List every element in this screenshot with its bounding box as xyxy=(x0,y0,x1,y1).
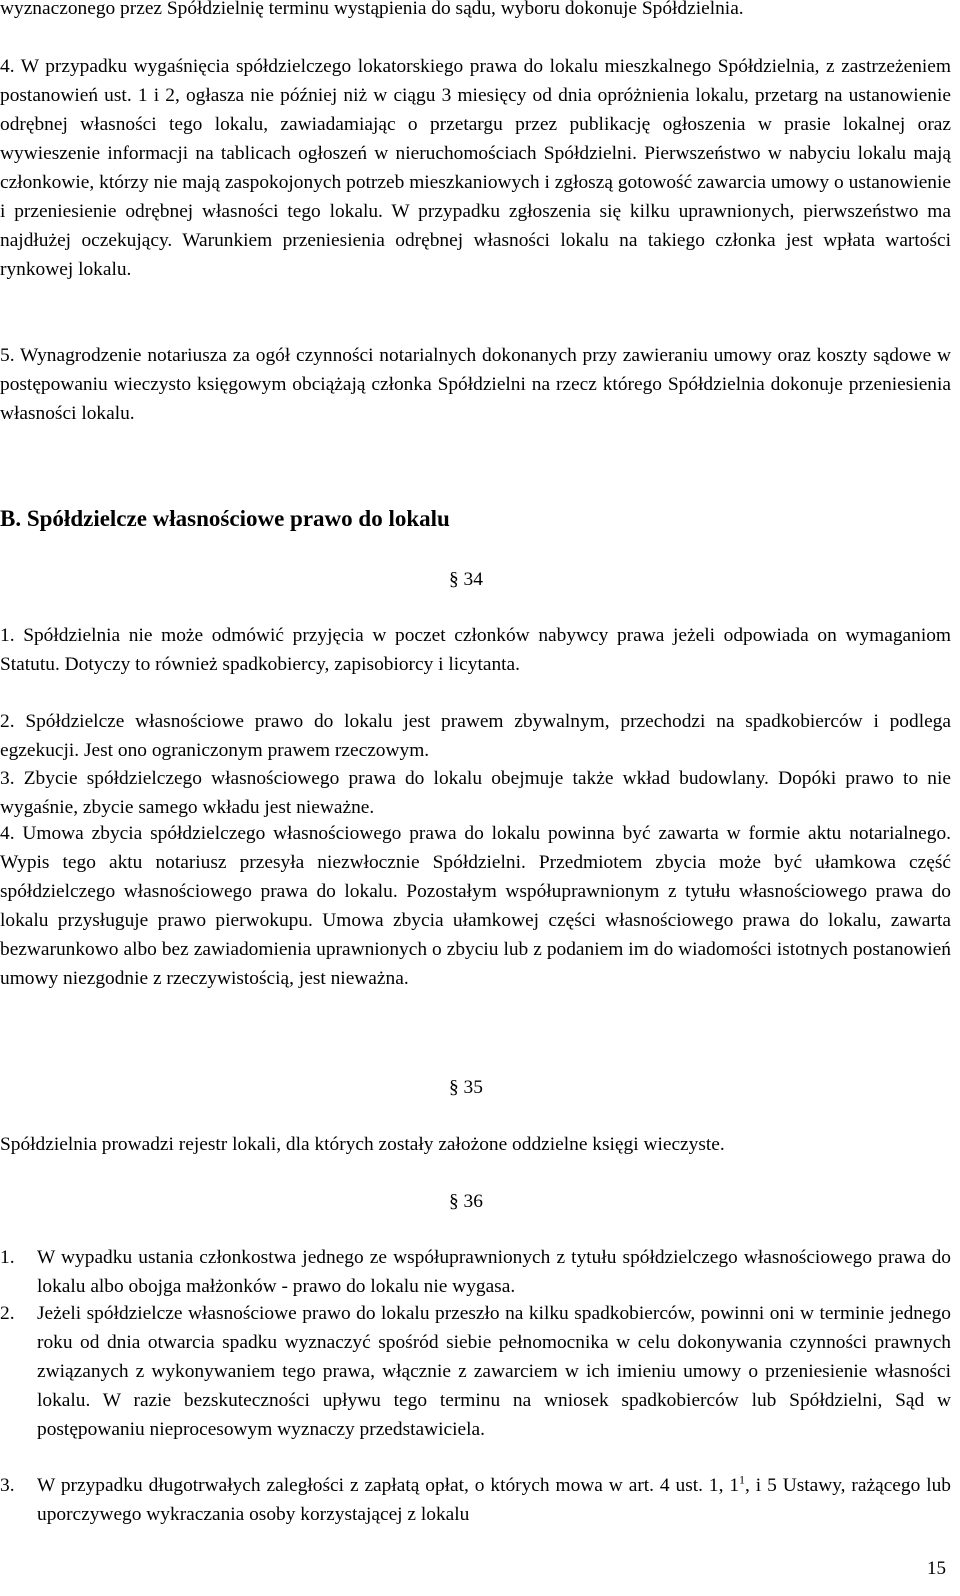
s36-paragraph-3 xyxy=(37,1471,951,1529)
section-36-title: § 36 xyxy=(449,1191,483,1212)
page-number: 15 xyxy=(927,1558,946,1579)
superscript: 1 xyxy=(739,1472,746,1487)
s34-paragraph-2: 2. Spółdzielcze własnościowe prawo do lokalu jest prawem zbywalnym, przechodzi na spadkobierców i podlega egzekucji. Jest ono ograniczonym prawem rzeczowym. xyxy=(0,711,951,761)
s36-paragraph-1: W wypadku ustania członkostwa jednego ze współuprawnionych z tytułu spółdzielczego własnościowego prawa do lokalu albo obojga małżonków - prawo do lokalu nie wygasa. xyxy=(37,1247,951,1297)
section-34-title: § 34 xyxy=(449,569,483,590)
s36-item-3-number: 3. xyxy=(0,1475,15,1496)
s36-item-2-number: 2. xyxy=(0,1303,15,1324)
s36-item-1-number: 1. xyxy=(0,1247,15,1268)
paragraph-continuation: wyznaczonego przez Spółdzielnię terminu wystąpienia do sądu, wyboru dokonuje Spółdzielnia. xyxy=(0,0,744,19)
section-35-title: § 35 xyxy=(449,1077,483,1098)
section-heading-b: B. Spółdzielcze własnościowe prawo do lokalu xyxy=(0,506,450,531)
paragraph-4: 4. W przypadku wygaśnięcia spółdzielczego lokatorskiego prawa do lokalu mieszkalnego Spółdzielnia, z zastrzeżeniem postanowień ust. 1 i 2, ogłasza nie później niż w ciągu 3 miesięcy od dnia opróżnienia lokalu, przetarg na ustanowienie odrębnej własności tego lokalu, zawiadamiając o przetargu przez publikację ogłoszenia w prasie lokalnej oraz wywieszenie informacji na tablicach ogłoszeń w nieruchomościach Spółdzielni. Pierwszeństwo w nabyciu lokalu mają członkowie, którzy nie mają zaspokojonych potrzeb mieszkaniowych i zgłoszą gotowość zawarcia umowy o ustanowienie i przeniesienie odrębnej własności tego lokalu. W przypadku zgłoszenia się kilku uprawnionych, pierwszeństwo ma najdłużej oczekujący. Warunkiem przeniesienia odrębnej własności lokalu na takiego członka jest wpłata wartości rynkowej lokalu. xyxy=(0,56,951,280)
s36-p3-text-a: W przypadku długotrwałych zaległości z zapłatą opłat, o których mowa w art. 4 ust. 1, 1 xyxy=(37,1475,740,1496)
s36-paragraph-2: Jeżeli spółdzielcze własnościowe prawo do lokalu przeszło na kilku spadkobierców, powinni oni w terminie jednego roku od dnia otwarcia spadku wyznaczyć spośród siebie pełnomocnika w celu dokonywania czynności prawnych związanych z wykonywaniem tego prawa, włącznie z zawarciem w ich imieniu umowy o przeniesienie własności lokalu. W razie bezskuteczności upływu tego terminu na wniosek spadkobierców lub Spółdzielni, Sąd w postępowaniu nieprocesowym wyznaczy przedstawiciela. xyxy=(37,1303,951,1440)
s34-paragraph-3: 3. Zbycie spółdzielczego własnościowego prawa do lokalu obejmuje także wkład budowlany. Dopóki prawo to nie wygaśnie, zbycie samego wkładu jest nieważne. xyxy=(0,768,951,818)
s35-paragraph: Spółdzielnia prowadzi rejestr lokali, dla których zostały założone oddzielne księgi wieczyste. xyxy=(0,1134,725,1155)
s34-paragraph-4: 4. Umowa zbycia spółdzielczego własnościowego prawa do lokalu powinna być zawarta w formie aktu notarialnego. Wypis tego aktu notariusz przesyła niezwłocznie Spółdzielni. Przedmiotem zbycia może być ułamkowa część spółdzielczego własnościowego prawa do lokalu. Pozostałym współuprawnionym z tytułu własnościowego prawa do lokalu przysługuje prawo pierwokupu. Umowa zbycia ułamkowej części własnościowego prawa do lokalu, zawarta bezwarunkowo albo bez zawiadomienia uprawnionych o zbyciu lub z podaniem im do wiadomości istotnych postanowień umowy niezgodnie z rzeczywistością, jest nieważna. xyxy=(0,823,951,989)
s36-p3-text-b: , i 5 Ustawy, rażącego lub uporczywego wykraczania osoby korzystającej z lokalu xyxy=(37,1475,951,1525)
s34-paragraph-1: 1. Spółdzielnia nie może odmówić przyjęcia w poczet członków nabywcy prawa jeżeli odpowiada on wymaganiom Statutu. Dotyczy to również spadkobiercy, zapisobiorcy i licytanta. xyxy=(0,625,951,675)
paragraph-5: 5. Wynagrodzenie notariusza za ogół czynności notarialnych dokonanych przy zawieraniu umowy oraz koszty sądowe w postępowaniu wieczysto księgowym obciążają członka Spółdzielni na rzecz którego Spółdzielnia dokonuje przeniesienia własności lokalu. xyxy=(0,345,951,424)
